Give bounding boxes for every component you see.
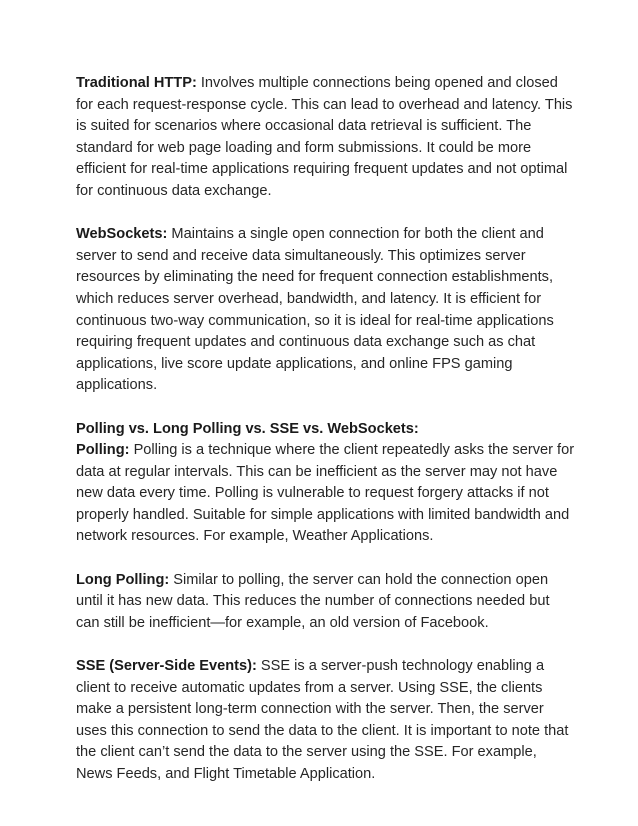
paragraph-long-polling <box>76 570 576 635</box>
paragraph-sse <box>76 656 576 786</box>
comparison-heading: Polling vs. Long Polling vs. SSE vs. WebSockets: <box>76 420 419 437</box>
body-polling: Polling is a technique where the client repeatedly asks the server for data at regular intervals. This can be inefficient as the server may not have new data every time. Polling is vulnerable to request forgery attacks if not properly handled. Suitable for simple applications with limited bandwidth and network resources. For example, Weather Applications. <box>76 442 575 545</box>
body-long-polling: Similar to polling, the server can hold the connection open until it has new data. This reduces the number of connections needed but can still be inefficient—for example, an old version of Facebook. <box>76 571 550 631</box>
term-websockets: WebSockets: <box>76 226 168 243</box>
paragraph-polling <box>76 440 576 548</box>
term-polling: Polling: <box>76 442 130 459</box>
paragraph-websockets <box>76 224 576 397</box>
body-websockets: Maintains a single open connection for both the client and server to send and receive data simultaneously. This optimizes server resources by eliminating the need for frequent connection establishments, which reduces server overhead, bandwidth, and latency. It is efficient for continuous two-way communication, so it is ideal for real-time applications requiring frequent updates and continuous data exchange such as chat applications, live score update applications, and online FPS gaming applications. <box>76 226 554 394</box>
body-traditional-http: Involves multiple connections being opened and closed for each request-response cycle. This can lead to overhead and latency. This is suited for scenarios where occasional data retrieval is sufficient. The standard for web page loading and form submissions. It could be more efficient for real-time applications requiring frequent updates and not optimal for continuous data exchange. <box>76 75 573 199</box>
paragraph-traditional-http <box>76 73 576 203</box>
document-page <box>76 73 576 786</box>
term-sse: SSE (Server-Side Events): <box>76 658 257 675</box>
body-sse: SSE is a server-push technology enabling a client to receive automatic updates from a server. Using SSE, the clients make a persistent long-term connection with the server. Then, the server uses this connection to send the data to the client. It is important to note that the client can’t send the data to the server using the SSE. For example, News Feeds, and Flight Timetable Application. <box>76 658 569 782</box>
term-traditional-http: Traditional HTTP: <box>76 75 197 91</box>
term-long-polling: Long Polling: <box>76 571 170 588</box>
